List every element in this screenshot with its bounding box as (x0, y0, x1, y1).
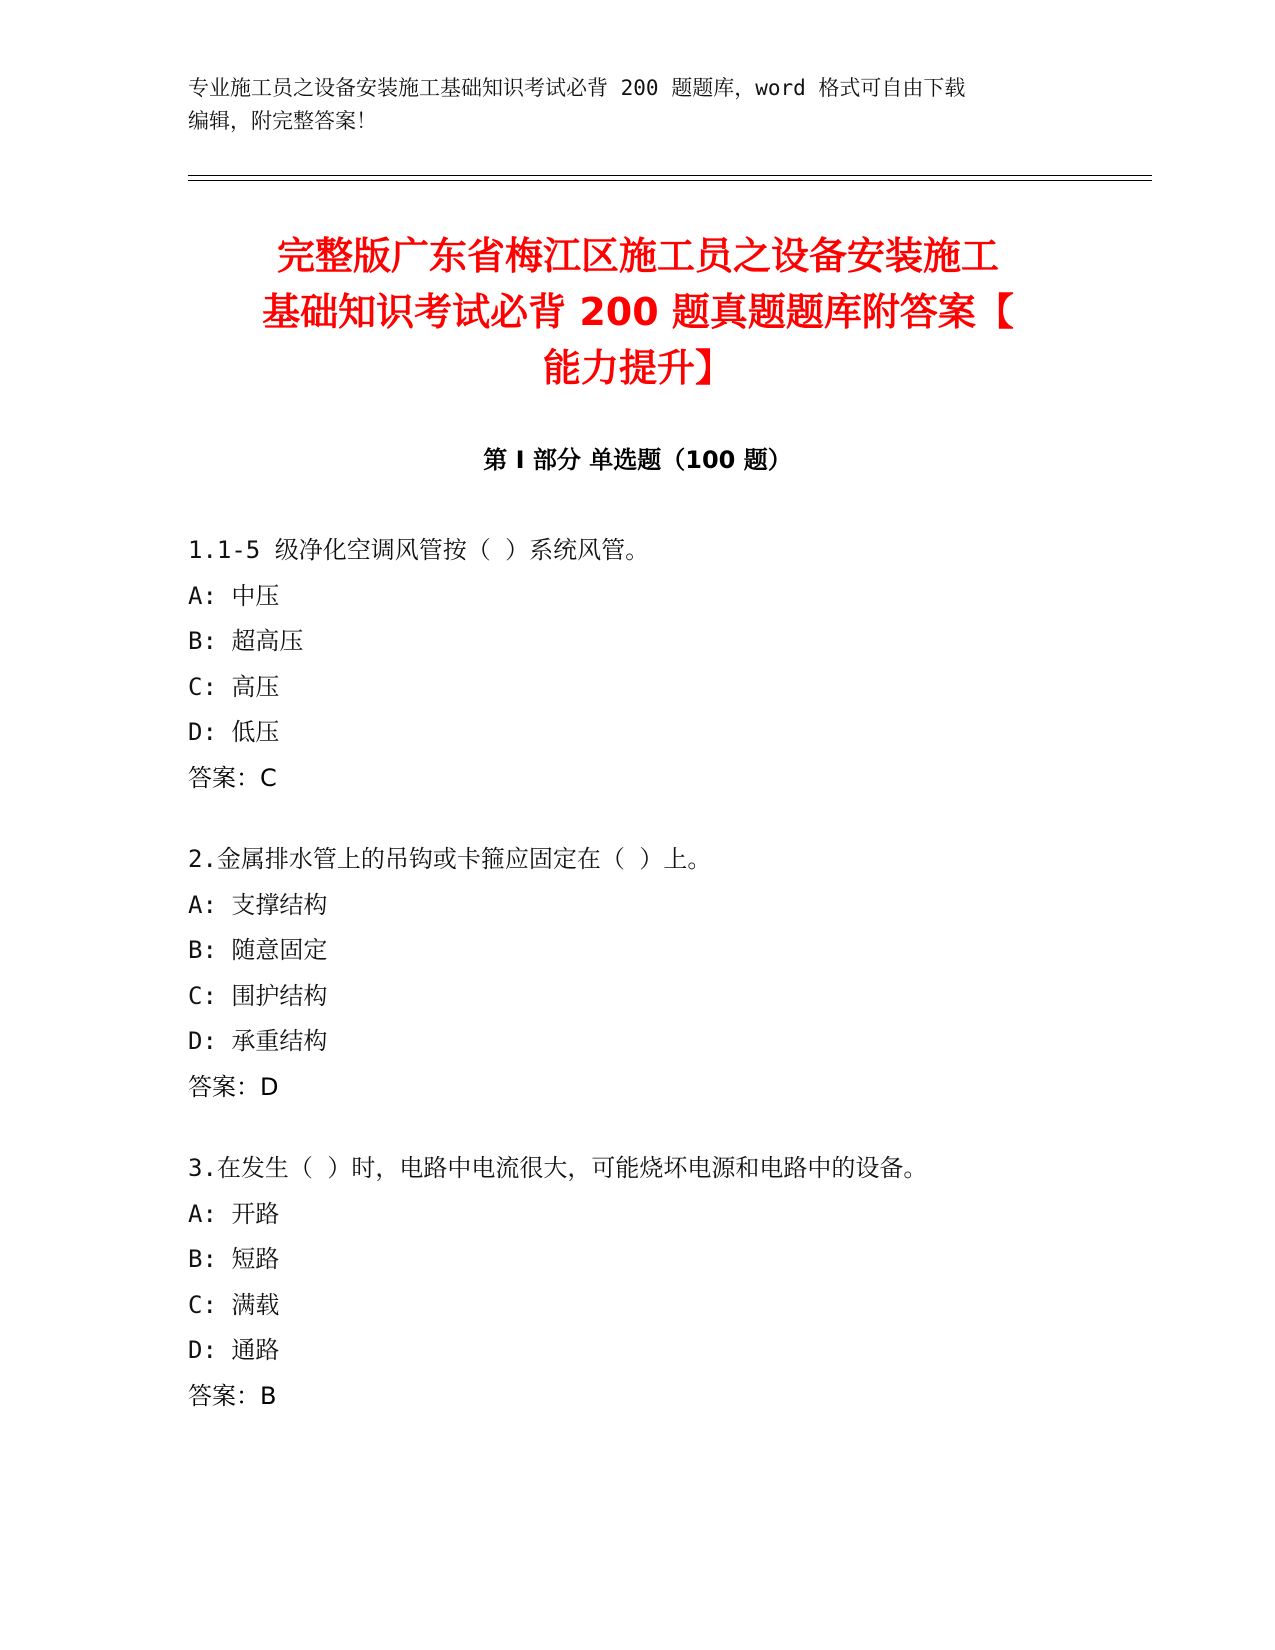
question-item (188, 837, 1148, 1110)
option-c: C: 围护结构 (188, 981, 328, 1010)
option-d: D: 低压 (188, 718, 280, 746)
document-title-line-1: 完整版广东省梅江区施工员之设备安装施工 (276, 234, 999, 278)
option-a: A: 中压 (188, 581, 280, 610)
document-title (188, 228, 1088, 396)
question-stem: 1.1-5 级净化空调风管按（ ）系统风管。 (188, 536, 650, 564)
option-b: B: 随意固定 (188, 936, 328, 964)
answer-key: 答案：C (188, 763, 277, 792)
option-c: C: 满载 (188, 1290, 280, 1319)
option-d: D: 承重结构 (188, 1027, 328, 1055)
option-a: A: 支撑结构 (188, 890, 328, 919)
header-divider (188, 175, 1152, 181)
answer-key: 答案：D (188, 1072, 279, 1101)
question-item (188, 528, 1148, 801)
option-c: C: 高压 (188, 672, 280, 701)
answer-key: 答案：B (188, 1381, 277, 1410)
question-list (188, 528, 1148, 1455)
question-stem: 3.在发生（ ）时，电路中电流很大，可能烧坏电源和电路中的设备。 (188, 1154, 928, 1182)
option-d: D: 通路 (188, 1336, 280, 1364)
header-note-line-1: 专业施工员之设备安装施工基础知识考试必背 200 题题库，word 格式可自由下载 (188, 76, 966, 100)
section-heading: 第 I 部分 单选题（100 题） (483, 446, 792, 474)
document-title-line-3: 能力提升】 (542, 346, 733, 390)
header-note (188, 72, 1088, 138)
question-stem: 2.金属排水管上的吊钩或卡箍应固定在（ ）上。 (188, 845, 712, 873)
option-b: B: 短路 (188, 1245, 280, 1273)
option-b: B: 超高压 (188, 627, 304, 655)
option-a: A: 开路 (188, 1199, 280, 1228)
document-title-line-2: 基础知识考试必背 200 题真题题库附答案【 (262, 290, 1014, 334)
question-item (188, 1146, 1148, 1419)
header-note-line-2: 编辑，附完整答案！ (188, 109, 377, 133)
